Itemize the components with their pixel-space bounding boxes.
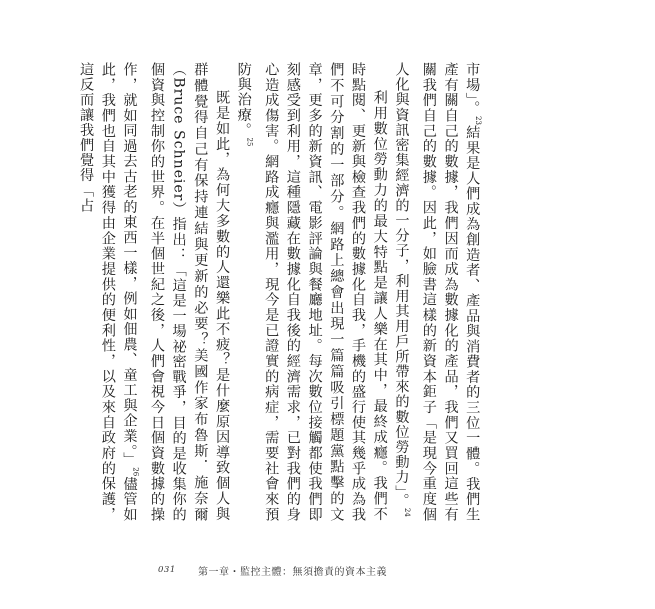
page-number: 031: [158, 565, 176, 575]
footnote-marker: 23: [474, 116, 482, 125]
running-title: 第一章・監控主體：無須擔責的資本主義: [198, 567, 387, 578]
paragraph: [390, 62, 488, 522]
paragraph: [74, 62, 232, 522]
paragraph-text: 結果是人們成為創造者、產品與消費者的三位一體。我們生產有關自己的數據，我們因而成為數據化的產品，我們又買回這些有關我們自己的數據。因此，如臉書這樣的新資本鉅子「是現今重度個人化與資訊密集經濟的一分子，利用其用戶所帶來的數位勞動力」。: [393, 62, 481, 522]
paragraph-text: 市場」。: [464, 62, 481, 116]
page-footer: [158, 563, 488, 581]
footnote-marker: 25: [245, 137, 254, 147]
footnote-marker: 26: [131, 467, 140, 477]
paragraph: [232, 62, 390, 522]
paragraph-text: 儘管如此，我們也自其中獲得由企業提供的便利性，以及來自政府的保護，這反而讓我們覺得「占: [78, 62, 138, 522]
body-text-vertical: [78, 62, 488, 522]
footnote-marker: 24: [403, 507, 412, 517]
paragraph-text: 利用數位勞動力的最大特點是讓人樂在其中，最終成癮。我們不時點閱、更新與檢查我們的數據化自我，手機的盛行使其幾乎成為我們不可分割的一部分。網路上總會出現一篇篇吸引標題黨點擊的文章，更多的新資訊、電影評論與餐廳地址。每次數位接觸都使我們即刻感受到利用，這種隱藏在數據化自我後的經濟需求，已對我們的身心造成傷害。網路成癮與濫用，現今是已證實的病症，需要社會來預防與治療。: [235, 62, 388, 522]
paragraph-text: 既是如此，為何大多數的人還樂此不疲？是什麼原因導致個人與群體覺得自己有保持連結與更新的必要？美國作家布魯斯．施奈爾（Bruce Schneier）指出：「這是一場祕密戰爭，目的是收集你的個資與控制你的世界。在半個世紀之後，人們會視今日個資數據的操作，就如同過去古老的東西一樣，例如佃農、童工與企業。」: [121, 62, 231, 522]
